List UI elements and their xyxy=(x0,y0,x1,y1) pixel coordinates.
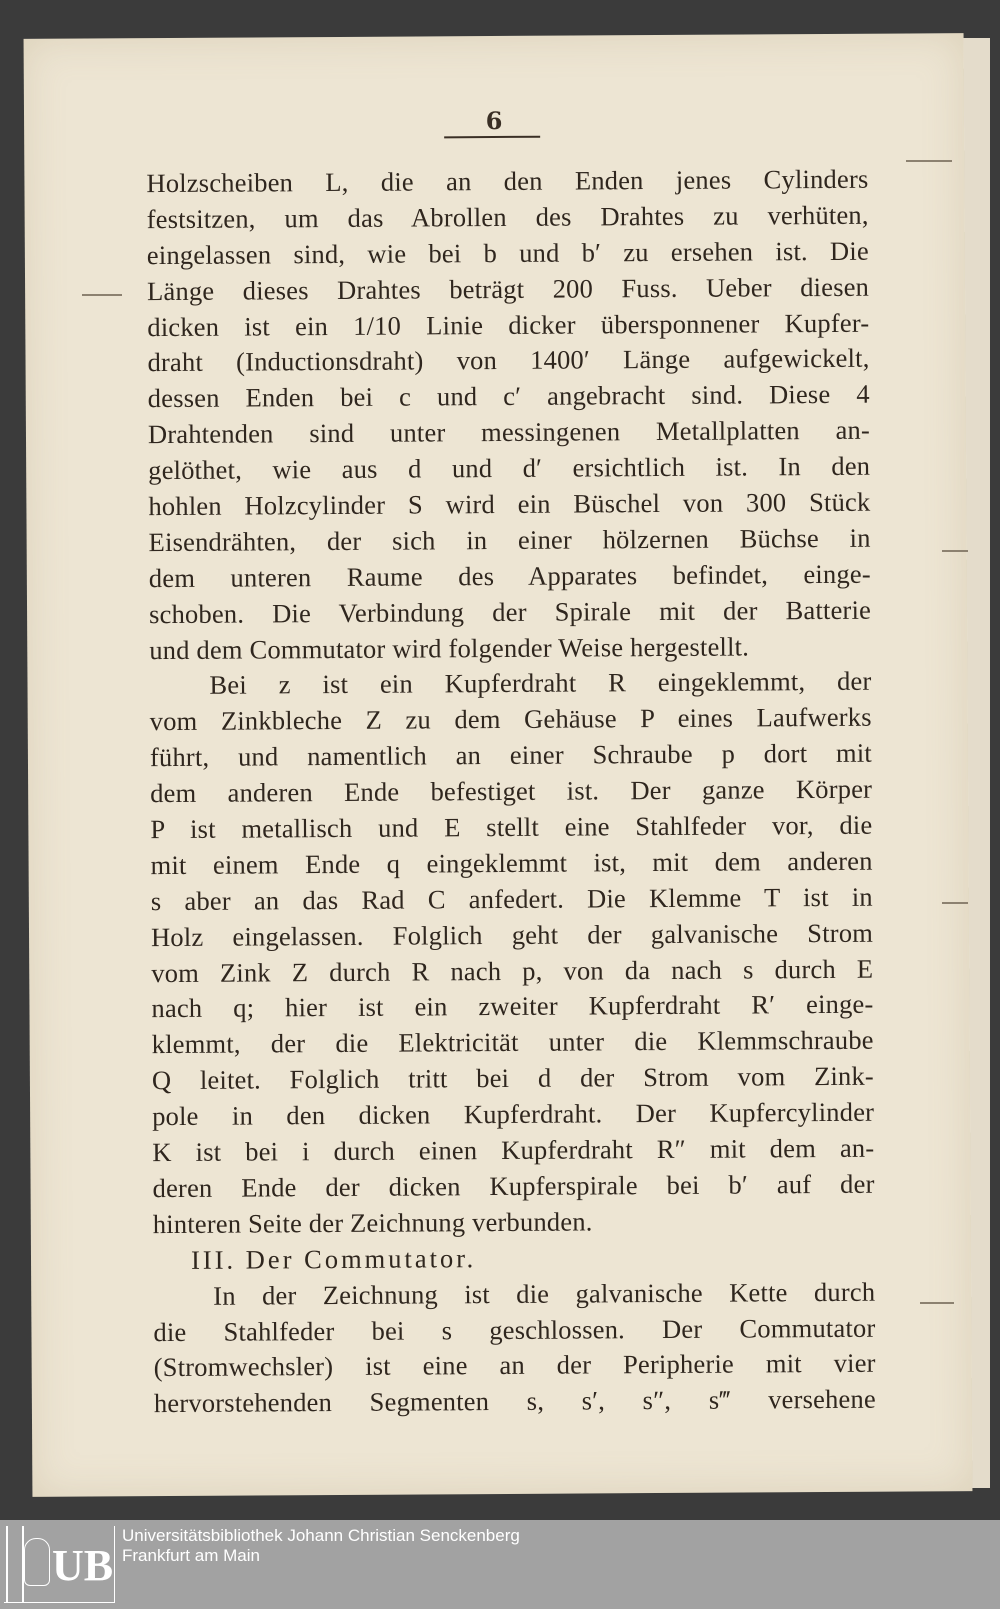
logo-bars-icon xyxy=(6,1526,24,1602)
library-footer xyxy=(0,1520,1000,1609)
text-line: mit einem Ende q eingeklemmt ist, mit dem anderen xyxy=(150,845,873,881)
text-line: die Stahlfeder bei s geschlossen. Der Commutator xyxy=(153,1312,876,1347)
text-line: Länge dieses Drahtes beträgt 200 Fuss. Ueber diesen xyxy=(147,271,870,306)
text-line: vom Zinkbleche Z zu dem Gehäuse P eines Laufwerks xyxy=(149,702,872,737)
document-page xyxy=(24,33,973,1497)
margin-mark xyxy=(906,160,952,162)
text-line: hinteren Seite der Zeichnung verbunden. xyxy=(152,1206,593,1239)
institution-city: Frankfurt am Main xyxy=(122,1546,260,1565)
logo-portrait-icon xyxy=(24,1538,50,1586)
text-line: eingelassen sind, wie bei b und b′ zu ersehen ist. Die xyxy=(146,235,869,270)
page-number-rule xyxy=(444,136,540,139)
margin-mark xyxy=(942,550,968,552)
text-line: pole in den dicken Kupferdraht. Der Kupfercylinder xyxy=(152,1096,875,1132)
page-number: 6 xyxy=(485,105,503,136)
text-line: klemmt, der die Elektricität unter die Klemmschraube xyxy=(151,1025,874,1060)
text-line: Holzscheiben L, die an den Enden jenes Cylinders xyxy=(146,163,869,199)
text-line: P ist metallisch und E stellt eine Stahlfeder vor, die xyxy=(150,809,873,845)
text-line: Drahtenden sind unter messingenen Metallplatten an- xyxy=(147,414,871,450)
text-line: Bei z ist ein Kupferdraht R eingeklemmt, der xyxy=(209,666,872,701)
text-line: s aber an das Rad C anfedert. Die Klemme T ist in xyxy=(150,881,873,916)
text-line: gelöthet, wie aus d und d′ ersichtlich ist. In den xyxy=(148,450,871,486)
text-line: Q leitet. Folglich tritt bei d der Strom vom Zink- xyxy=(151,1060,874,1096)
page-body-text xyxy=(146,162,876,1423)
text-line: hohlen Holzcylinder S wird ein Büschel von 300 Stück xyxy=(148,486,871,522)
text-line: Holz eingelassen. Folglich geht der galvanische Strom xyxy=(150,917,874,952)
text-line: K ist bei i durch einen Kupferdraht R″ mit dem an- xyxy=(152,1132,875,1168)
text-line: Eisendrähten, der sich in einer hölzernen Büchse in xyxy=(148,522,871,558)
text-line: vom Zink Z durch R nach p, von da nach s durch E xyxy=(151,953,874,988)
text-line: nach q; hier ist ein zweiter Kupferdraht R′ einge- xyxy=(151,989,874,1024)
text-line: In der Zeichnung ist die galvanische Kette durch xyxy=(213,1276,876,1311)
text-line: dicken ist ein 1/10 Linie dicker übersponnener Kupfer- xyxy=(147,307,870,342)
logo-text: UB xyxy=(52,1541,114,1590)
text-line: dessen Enden bei c und c′ angebracht sind. Diese 4 xyxy=(147,379,870,414)
margin-mark xyxy=(920,1302,954,1304)
margin-mark xyxy=(942,902,968,904)
margin-mark xyxy=(82,294,122,296)
text-line: schoben. Die Verbindung der Spirale mit der Batterie xyxy=(148,594,872,629)
ub-logo[interactable] xyxy=(4,1526,115,1603)
text-line: festsitzen, um das Abrollen des Drahtes zu verhüten, xyxy=(146,199,869,235)
text-line: deren Ende der dicken Kupferspirale bei b′ auf der xyxy=(152,1168,875,1204)
text-line: (Stromwechsler) ist eine an der Peripherie mit vier xyxy=(153,1348,876,1383)
text-line: draht (Inductionsdraht) von 1400′ Länge aufgewickelt, xyxy=(147,343,870,378)
institution-name: Universitätsbibliothek Johann Christian Senckenberg xyxy=(122,1526,520,1545)
text-line: dem anderen Ende befestiget ist. Der ganze Körper xyxy=(150,773,873,809)
text-line: dem unteren Raume des Apparates befindet, einge- xyxy=(148,558,871,593)
text-line: und dem Commutator wird folgender Weise hergestellt. xyxy=(149,631,750,665)
section-heading: III. Der Commutator. xyxy=(190,1242,477,1275)
text-line: führt, und namentlich an einer Schraube p dort mit xyxy=(149,737,873,773)
text-line: hervorstehenden Segmenten s, s′, s″, s‴ versehene xyxy=(153,1383,876,1419)
